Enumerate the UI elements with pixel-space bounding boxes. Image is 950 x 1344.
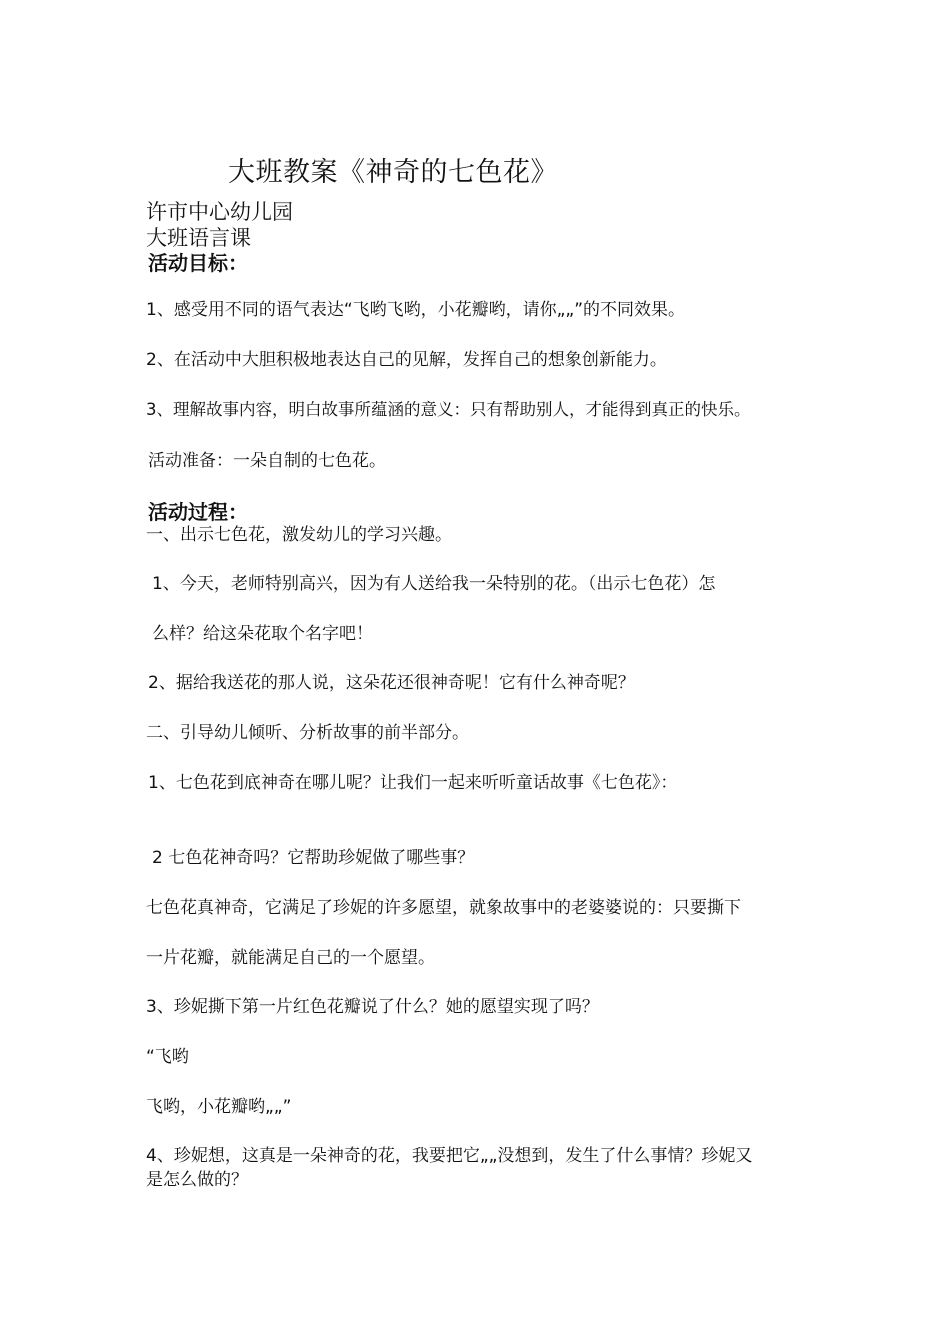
- process-line: 二、引导幼儿倾听、分析故事的前半部分。: [146, 723, 469, 743]
- goal-item: 2、在活动中大胆积极地表达自己的见解，发挥自己的想象创新能力。: [146, 350, 667, 370]
- process-line: 是怎么做的？: [146, 1170, 248, 1190]
- preparation-text: 活动准备：一朵自制的七色花。: [148, 451, 386, 471]
- process-line: 1、今天，老师特别高兴，因为有人送给我一朵特别的花。（出示七色花）怎: [152, 574, 716, 594]
- process-line: 一、出示七色花，激发幼儿的学习兴趣。: [146, 525, 452, 545]
- goals-heading: 活动目标：: [148, 251, 248, 275]
- process-line: 飞哟，小花瓣哟„„”: [146, 1097, 292, 1117]
- process-line: “飞哟: [146, 1047, 189, 1067]
- goal-item: 1、感受用不同的语气表达“飞哟飞哟，小花瓣哟，请你„„”的不同效果。: [146, 300, 686, 320]
- process-line: 3、珍妮撕下第一片红色花瓣说了什么？她的愿望实现了吗？: [146, 997, 599, 1017]
- process-line: 七色花真神奇，它满足了珍妮的许多愿望，就象故事中的老婆婆说的：只要撕下: [146, 898, 741, 918]
- process-line: 2、据给我送花的那人说，这朵花还很神奇呢！它有什么神奇呢？: [148, 673, 635, 693]
- goal-item: 3、理解故事内容，明白故事所蕴涵的意义：只有帮助别人，才能得到真正的快乐。: [146, 400, 751, 419]
- process-heading: 活动过程：: [148, 500, 248, 524]
- course-name: 大班语言课: [146, 226, 251, 250]
- school-name: 许市中心幼儿园: [146, 200, 293, 224]
- document-title: 大班教案《神奇的七色花》: [228, 157, 558, 188]
- process-line: 1、七色花到底神奇在哪儿呢？让我们一起来听听童话故事《七色花》：: [148, 773, 678, 793]
- process-line: 么样？给这朵花取个名字吧！: [152, 624, 373, 644]
- process-line: 4、珍妮想，这真是一朵神奇的花，我要把它„„没想到，发生了什么事情？珍妮又: [146, 1146, 753, 1166]
- process-line: 一片花瓣，就能满足自己的一个愿望。: [146, 948, 435, 968]
- process-line: 2 七色花神奇吗？它帮助珍妮做了哪些事？: [152, 848, 475, 868]
